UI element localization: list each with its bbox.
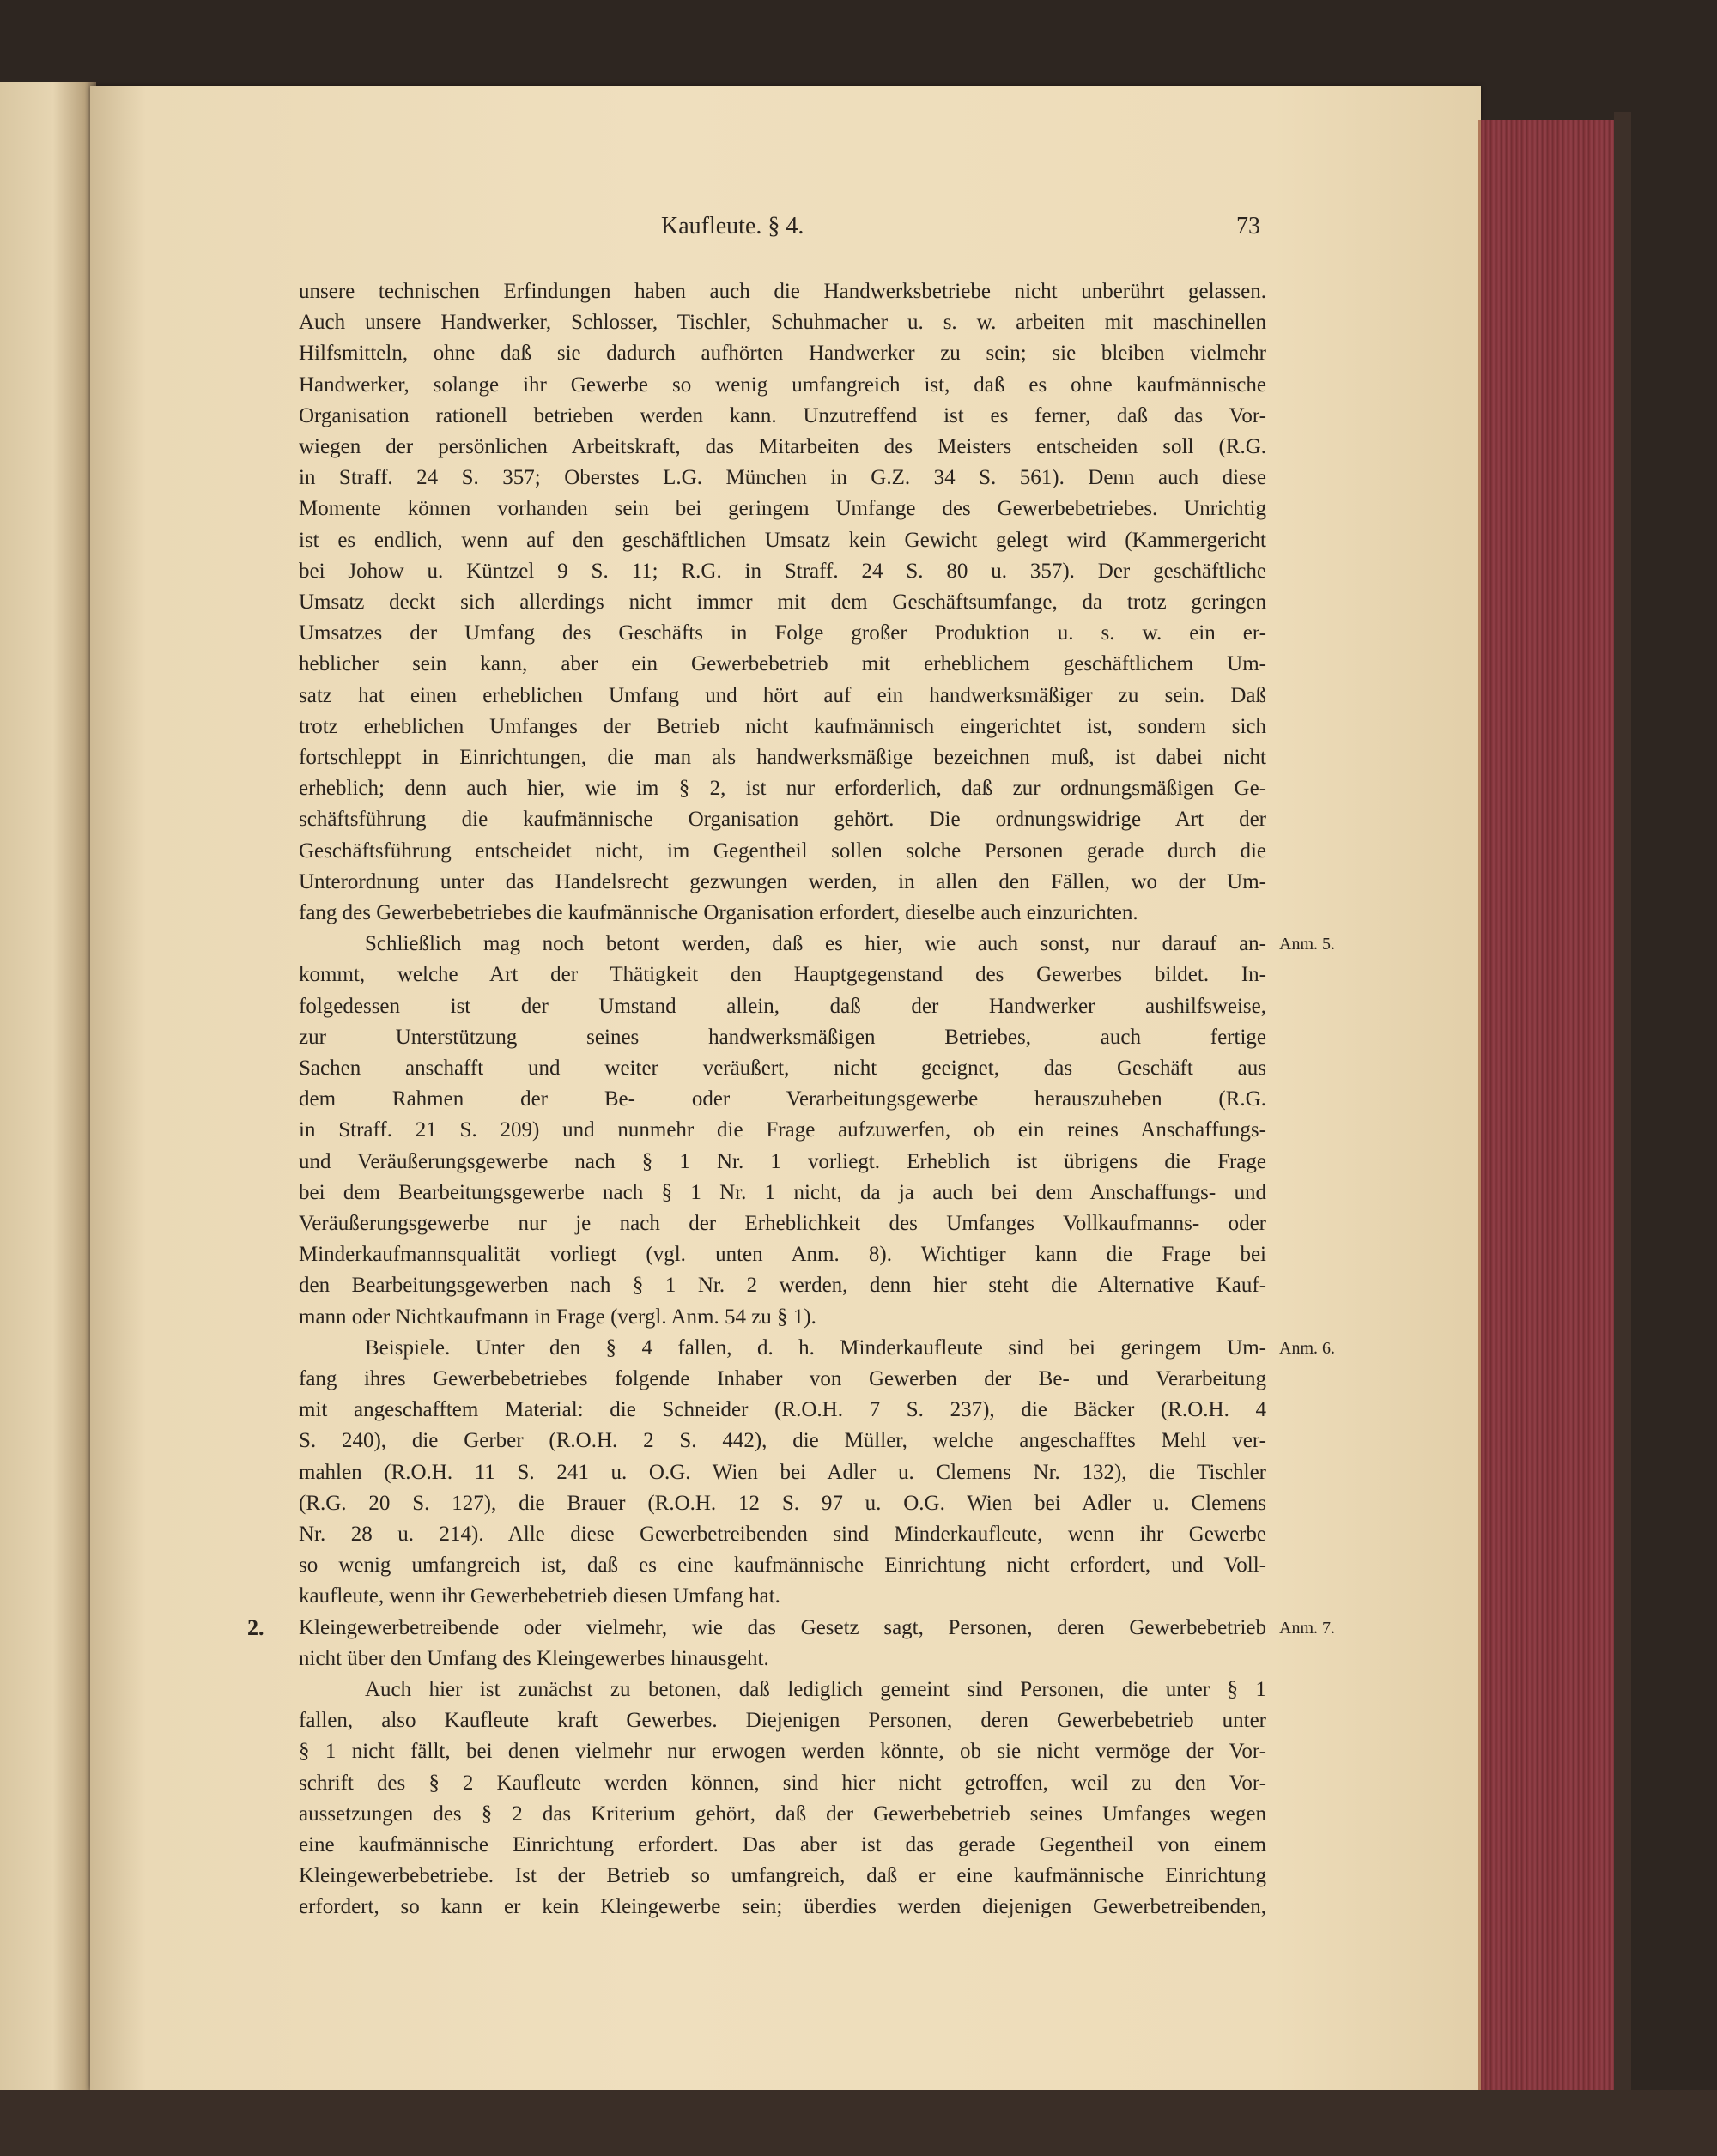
text-line: den Bearbeitungsgewerben nach § 1 Nr. 2 werden, denn hier steht die Alternative Kauf-	[299, 1274, 1266, 1297]
text-line: Sachen anschafft und weiter veräußert, nicht geeignet, das Geschäft aus	[299, 1057, 1266, 1080]
list-number: 2.	[247, 1615, 264, 1640]
text-line: mann oder Nichtkaufmann in Frage (vergl. Anm. 54 zu § 1).	[299, 1305, 816, 1329]
text-line: Umsatz deckt sich allerdings nicht immer mit dem Geschäftsumfange, da trotz geringen	[299, 590, 1266, 614]
text-line: erheblich; denn auch hier, wie im § 2, ist nur erforderlich, daß zur ordnungsmäßigen Ge-	[299, 777, 1266, 800]
text-line: Handwerker, solange ihr Gewerbe so wenig umfangreich ist, daß es ohne kaufmännische	[299, 373, 1266, 397]
text-line: schrift des § 2 Kaufleute werden können, sind hier nicht getroffen, weil zu den Vor-	[299, 1771, 1266, 1795]
text-line: Schließlich mag noch betont werden, daß es hier, wie auch sonst, nur darauf an-	[365, 932, 1266, 955]
text-line: bei dem Bearbeitungsgewerbe nach § 1 Nr. 1 nicht, da ja auch bei dem Anschaffungs- und	[299, 1181, 1266, 1204]
text-line: fang des Gewerbebetriebes die kaufmännische Organisation erfordert, dieselbe auch einzurichten.	[299, 901, 1138, 924]
text-line: ist es endlich, wenn auf den geschäftlichen Umsatz kein Gewicht gelegt wird (Kammergericht	[299, 529, 1266, 552]
background-bottom	[0, 2090, 1717, 2156]
text-line: eine kaufmännische Einrichtung erfordert. Das aber ist das gerade Gegentheil von einem	[299, 1833, 1266, 1856]
text-line: Kleingewerbebetriebe. Ist der Betrieb so umfangreich, daß er eine kaufmännische Einrichtung	[299, 1864, 1266, 1887]
text-line: Minderkaufmannsqualität vorliegt (vgl. unten Anm. 8). Wichtiger kann die Frage bei	[299, 1243, 1266, 1266]
text-line: Auch hier ist zunächst zu betonen, daß lediglich gemeint sind Personen, die unter § 1	[365, 1678, 1266, 1701]
text-line: Unterordnung unter das Handelsrecht gezwungen werden, in allen den Fällen, wo der Um-	[299, 870, 1266, 893]
text-line: aussetzungen des § 2 das Kriterium gehört, daß der Gewerbebetrieb seines Umfanges wegen	[299, 1802, 1266, 1826]
text-line: trotz erheblichen Umfanges der Betrieb nicht kaufmännisch eingerichtet ist, sondern sich	[299, 715, 1266, 738]
text-line: S. 240), die Gerber (R.O.H. 2 S. 442), die Müller, welche angeschafftes Mehl ver-	[299, 1429, 1266, 1452]
text-line: fortschleppt in Einrichtungen, die man als handwerksmäßige bezeichnen muß, ist dabei nicht	[299, 746, 1266, 769]
text-line: in Straff. 24 S. 357; Oberstes L.G. München in G.Z. 34 S. 561). Denn auch diese	[299, 466, 1266, 489]
margin-note: Anm. 6.	[1279, 1339, 1335, 1358]
text-line: Momente können vorhanden sein bei geringem Umfange des Gewerbebetriebes. Unrichtig	[299, 497, 1266, 520]
text-line: in Straff. 21 S. 209) und nunmehr die Frage aufzuwerfen, ob ein reines Anschaffungs-	[299, 1118, 1266, 1142]
text-line: Hilfsmitteln, ohne daß sie dadurch aufhörten Handwerker zu sein; sie bleiben vielmehr	[299, 342, 1266, 365]
margin-note: Anm. 5.	[1279, 935, 1335, 954]
text-line: erfordert, so kann er kein Kleingewerbe sein; überdies werden diejenigen Gewerbetreibenden,	[299, 1895, 1266, 1918]
text-line: und Veräußerungsgewerbe nach § 1 Nr. 1 vorliegt. Erheblich ist übrigens die Frage	[299, 1150, 1266, 1173]
text-line: dem Rahmen der Be- oder Verarbeitungsgewerbe herauszuheben (R.G.	[299, 1087, 1266, 1111]
text-line: schäftsführung die kaufmännische Organisation gehört. Die ordnungswidrige Art der	[299, 808, 1266, 831]
text-line: kaufleute, wenn ihr Gewerbebetrieb diesen Umfang hat.	[299, 1584, 780, 1608]
text-line: wiegen der persönlichen Arbeitskraft, das Mitarbeiten des Meisters entscheiden soll (R.G.	[299, 435, 1266, 458]
text-line: kommt, welche Art der Thätigkeit den Hauptgegenstand des Gewerbes bildet. In-	[299, 963, 1266, 986]
text-line: Nr. 28 u. 214). Alle diese Gewerbetreibenden sind Minderkaufleute, wenn ihr Gewerbe	[299, 1523, 1266, 1546]
text-line: Beispiele. Unter den § 4 fallen, d. h. Minderkaufleute sind bei geringem Um-	[365, 1336, 1266, 1360]
text-line: unsere technischen Erfindungen haben auch die Handwerksbetriebe nicht unberührt gelassen.	[299, 280, 1266, 303]
text-line: Auch unsere Handwerker, Schlosser, Tischler, Schuhmacher u. s. w. arbeiten mit maschinellen	[299, 311, 1266, 334]
text-line: (R.G. 20 S. 127), die Brauer (R.O.H. 12 S. 97 u. O.G. Wien bei Adler u. Clemens	[299, 1492, 1266, 1515]
text-line: so wenig umfangreich ist, daß es eine kaufmännische Einrichtung nicht erfordert, und Voll-	[299, 1553, 1266, 1577]
previous-page-edge	[0, 82, 96, 2107]
page-block-edge	[1478, 120, 1618, 2120]
text-line: satz hat einen erheblichen Umfang und hört auf ein handwerksmäßiger zu sein. Daß	[299, 684, 1266, 707]
running-title: Kaufleute. § 4.	[661, 213, 804, 239]
text-line: folgedessen ist der Umstand allein, daß der Handwerker aushilfsweise,	[299, 995, 1266, 1018]
text-line: bei Johow u. Küntzel 9 S. 11; R.G. in Straff. 24 S. 80 u. 357). Der geschäftliche	[299, 560, 1266, 583]
text-line: nicht über den Umfang des Kleingewerbes hinausgeht.	[299, 1647, 769, 1670]
text-line: Kleingewerbetreibende oder vielmehr, wie das Gesetz sagt, Personen, deren Gewerbebetrieb	[299, 1616, 1266, 1639]
book-cover	[1614, 112, 1631, 2137]
text-line: fallen, also Kaufleute kraft Gewerbes. Diejenigen Personen, deren Gewerbebetrieb unter	[299, 1709, 1266, 1732]
text-line: Geschäftsführung entscheidet nicht, im Gegentheil sollen solche Personen gerade durch die	[299, 839, 1266, 863]
text-line: mit angeschafftem Material: die Schneider (R.O.H. 7 S. 237), die Bäcker (R.O.H. 4	[299, 1398, 1266, 1421]
text-line: mahlen (R.O.H. 11 S. 241 u. O.G. Wien bei Adler u. Clemens Nr. 132), die Tischler	[299, 1461, 1266, 1484]
text-line: zur Unterstützung seines handwerksmäßigen Betriebes, auch fertige	[299, 1026, 1266, 1049]
text-line: heblicher sein kann, aber ein Gewerbebetrieb mit erheblichem geschäftlichem Um-	[299, 652, 1266, 675]
margin-note: Anm. 7.	[1279, 1619, 1335, 1638]
page-number: 73	[1236, 213, 1260, 239]
text-line: fang ihres Gewerbebetriebes folgende Inhaber von Gewerben der Be- und Verarbeitung	[299, 1367, 1266, 1390]
text-line: Veräußerungsgewerbe nur je nach der Erheblichkeit des Umfanges Vollkaufmanns- oder	[299, 1212, 1266, 1235]
text-line: § 1 nicht fällt, bei denen vielmehr nur erwogen werden könnte, ob sie nicht vermöge der Vor-	[299, 1740, 1266, 1763]
text-line: Organisation rationell betrieben werden kann. Unzutreffend ist es ferner, daß das Vor-	[299, 404, 1266, 427]
text-line: Umsatzes der Umfang des Geschäfts in Folge großer Produktion u. s. w. ein er-	[299, 621, 1266, 645]
